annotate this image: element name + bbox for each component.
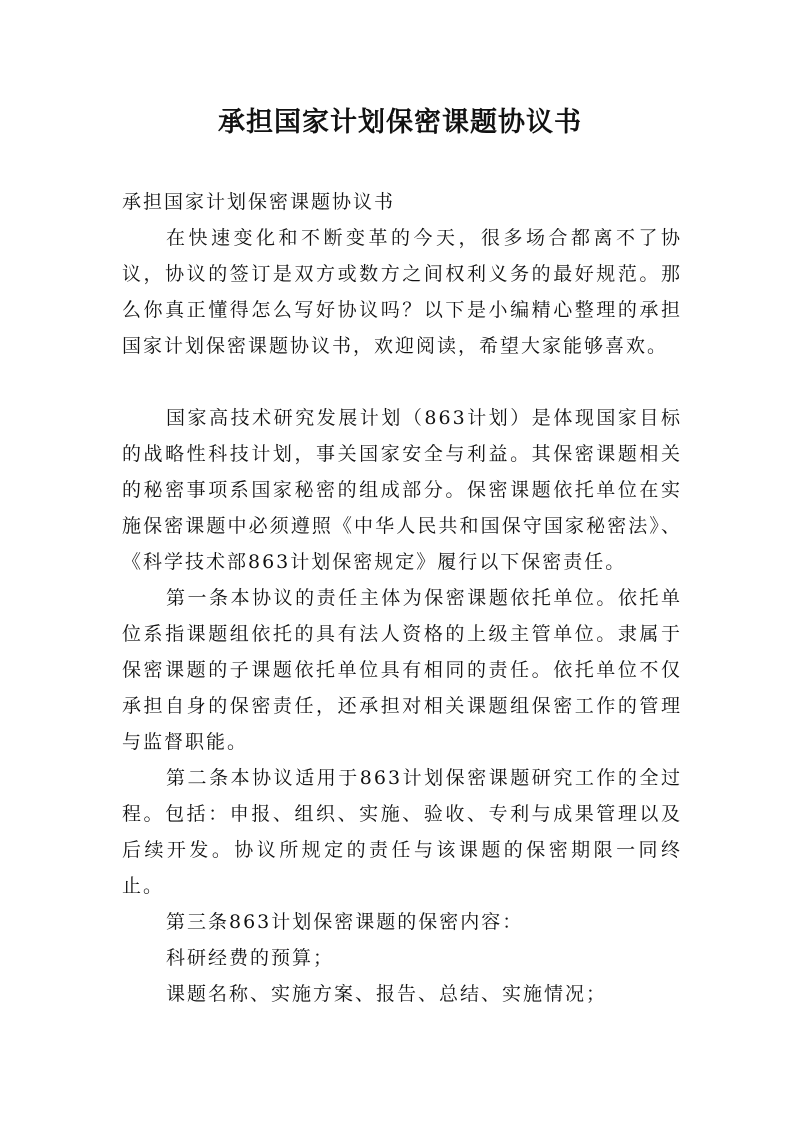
paragraph-gap <box>122 364 682 400</box>
document-title: 承担国家计划保密课题协议书 <box>218 107 582 138</box>
article-one: 第一条本协议的责任主体为保密课题依托单位。依托单位系指课题组依托的具有法人资格的上级主管单位。隶属于保密课题的子课题依托单位具有相同的责任。依托单位不仅承担自身的保密责任，还承担对相关课题组保密工作的管理与监督职能。 <box>122 587 682 753</box>
article-two: 第二条本协议适用于863计划保密课题研究工作的全过程。包括：申报、组织、实施、验收、专利与成果管理以及后续开发。协议所规定的责任与该课题的保密期限一同终止。 <box>122 767 682 897</box>
document-body <box>122 184 682 1012</box>
list-item: 科研经费的预算； <box>166 947 335 969</box>
article-three: 第三条863计划保密课题的保密内容： <box>166 911 524 933</box>
intro-paragraph: 在快速变化和不断变革的今天，很多场合都离不了协议，协议的签订是双方或数方之间权利义务的最好规范。那么你真正懂得怎么写好协议吗？以下是小编精心整理的承担国家计划保密课题协议书，欢迎阅读，希望大家能够喜欢。 <box>122 227 682 357</box>
list-item: 课题名称、实施方案、报告、总结、实施情况； <box>166 983 608 1005</box>
body-paragraph: 国家高技术研究发展计划（863计划）是体现国家目标的战略性科技计划，事关国家安全与利益。其保密课题相关的秘密事项系国家秘密的组成部分。保密课题依托单位在实施保密课题中必须遵照《中华人民共和国保守国家秘密法》、《科学技术部863计划保密规定》履行以下保密责任。 <box>122 407 682 573</box>
document-subtitle: 承担国家计划保密课题协议书 <box>122 191 396 213</box>
